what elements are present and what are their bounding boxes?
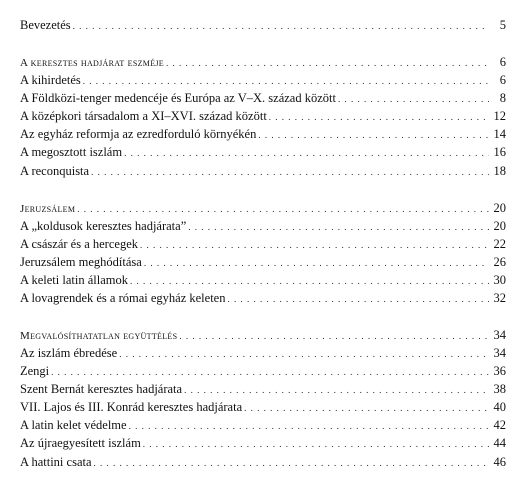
toc-entry-title: A lovagrendek és a római egyház keleten bbox=[20, 291, 226, 305]
toc-page-number: 5 bbox=[499, 18, 506, 32]
toc-entry-title: A „koldusok keresztes hadjárata” bbox=[20, 219, 187, 233]
toc-entry bbox=[20, 255, 506, 271]
dot-leader bbox=[179, 331, 489, 341]
dot-leader bbox=[124, 148, 489, 158]
toc-page-number: 46 bbox=[493, 455, 506, 469]
toc-entry-title: A reconquista bbox=[20, 164, 90, 178]
toc-entry-title: Az egyház reformja az ezredforduló környékén bbox=[20, 127, 257, 141]
toc-entry bbox=[20, 400, 506, 416]
toc-page-number: 6 bbox=[499, 73, 506, 87]
toc-entry bbox=[20, 91, 506, 107]
toc-entry bbox=[20, 73, 506, 89]
toc-entry-title: VII. Lajos és III. Konrád keresztes hadjárata bbox=[20, 400, 243, 414]
dot-leader bbox=[83, 76, 489, 86]
toc-entry bbox=[20, 382, 506, 398]
toc-entry-title: Az újraegyesített iszlám bbox=[20, 436, 141, 450]
toc-page-number: 34 bbox=[493, 328, 506, 342]
dot-leader bbox=[94, 458, 489, 468]
dot-leader bbox=[129, 421, 489, 431]
toc-entry bbox=[20, 455, 506, 471]
dot-leader bbox=[338, 94, 489, 104]
toc-entry bbox=[20, 291, 506, 307]
toc-page-number: 38 bbox=[493, 382, 506, 396]
toc-section-heading bbox=[20, 328, 506, 344]
toc-entry-title: A hattini csata bbox=[20, 455, 92, 469]
toc-entry bbox=[20, 145, 506, 161]
dot-leader bbox=[258, 130, 489, 140]
toc-page-number: 30 bbox=[493, 273, 506, 287]
toc-entry-title: A keleti latin államok bbox=[20, 273, 128, 287]
toc-page-number: 18 bbox=[493, 164, 506, 178]
toc-entry-title: Szent Bernát keresztes hadjárata bbox=[20, 382, 183, 396]
toc-page-number: 26 bbox=[493, 255, 506, 269]
toc-entry-title: A császár és a hercegek bbox=[20, 237, 138, 251]
toc-entry-title: Zengi bbox=[20, 364, 50, 378]
toc-section-heading bbox=[20, 201, 506, 217]
toc-entry-title: A kihirdetés bbox=[20, 73, 81, 87]
toc-entry bbox=[20, 109, 506, 125]
dot-leader bbox=[244, 403, 489, 413]
toc-entry-title: A megosztott iszlám bbox=[20, 145, 123, 159]
dot-leader bbox=[73, 21, 489, 31]
dot-leader bbox=[77, 204, 489, 214]
toc-page-number: 34 bbox=[493, 346, 506, 360]
dot-leader bbox=[143, 439, 489, 449]
dot-leader bbox=[184, 385, 489, 395]
toc-page-number: 6 bbox=[499, 55, 506, 69]
toc-section-heading bbox=[20, 55, 506, 71]
toc-entry bbox=[20, 164, 506, 180]
toc-page-number: 16 bbox=[493, 145, 506, 159]
dot-leader bbox=[130, 276, 489, 286]
dot-leader bbox=[51, 367, 489, 377]
toc-page-number: 20 bbox=[493, 201, 506, 215]
toc-entry-title: A Földközi-tenger medencéje és Európa az V–X. század között bbox=[20, 91, 336, 105]
toc-page-number: 12 bbox=[493, 109, 506, 123]
toc-entry bbox=[20, 127, 506, 143]
toc-entry-title: Bevezetés bbox=[20, 18, 71, 32]
toc-entry bbox=[20, 364, 506, 380]
toc-page-number: 32 bbox=[493, 291, 506, 305]
dot-leader bbox=[140, 240, 489, 250]
toc-section-title: Jeruzsálem bbox=[20, 203, 76, 215]
toc-entry bbox=[20, 18, 506, 34]
toc-entry bbox=[20, 237, 506, 253]
dot-leader bbox=[269, 112, 489, 122]
dot-leader bbox=[227, 294, 489, 304]
toc-page-number: 42 bbox=[493, 418, 506, 432]
toc-page-number: 44 bbox=[493, 436, 506, 450]
toc-entry-title: A középkori társadalom a XI–XVI. század között bbox=[20, 109, 267, 123]
dot-leader bbox=[188, 222, 489, 232]
toc-entry bbox=[20, 346, 506, 362]
dot-leader bbox=[91, 167, 489, 177]
toc-entry-title: Az iszlám ébredése bbox=[20, 346, 118, 360]
toc-page-number: 8 bbox=[499, 91, 506, 105]
toc-entry bbox=[20, 273, 506, 289]
toc-page-number: 22 bbox=[493, 237, 506, 251]
dot-leader bbox=[166, 58, 489, 68]
toc-section-title: A keresztes hadjárat eszméje bbox=[20, 57, 164, 69]
toc-entry-title: Jeruzsálem meghódítása bbox=[20, 255, 142, 269]
toc-page-number: 40 bbox=[493, 400, 506, 414]
toc-page-number: 20 bbox=[493, 219, 506, 233]
toc-section-title: Megvalósíthatatlan együttélés bbox=[20, 330, 178, 342]
dot-leader bbox=[119, 349, 489, 359]
toc-entry bbox=[20, 418, 506, 434]
dot-leader bbox=[144, 258, 489, 268]
toc-entry bbox=[20, 436, 506, 452]
toc-entry-title: A latin kelet védelme bbox=[20, 418, 127, 432]
toc-page-number: 36 bbox=[493, 364, 506, 378]
toc-page-number: 14 bbox=[493, 127, 506, 141]
toc-entry bbox=[20, 219, 506, 235]
